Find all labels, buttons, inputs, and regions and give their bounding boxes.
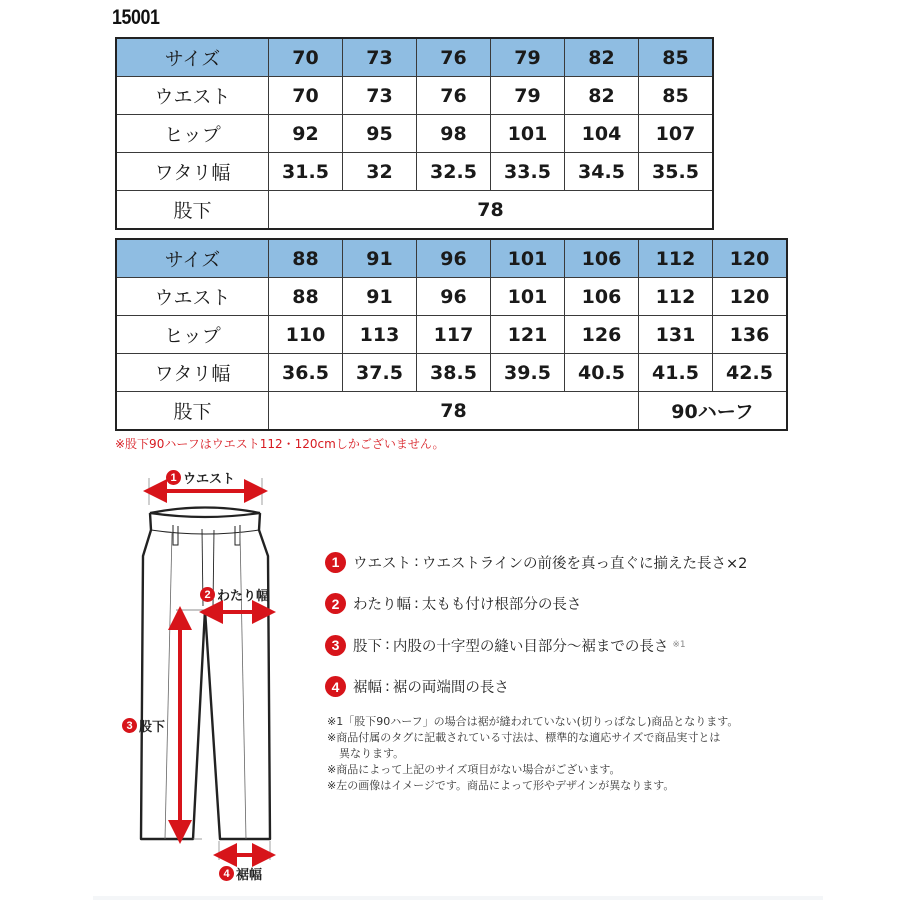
inseam-half-value: 90ハーフ	[639, 392, 788, 431]
cell: 35.5	[639, 153, 714, 191]
cell: 104	[565, 115, 639, 153]
cell: 106	[565, 278, 639, 316]
row-label: ヒップ	[116, 115, 269, 153]
cell: 113	[343, 316, 417, 354]
diagram-label-hem: 4 裾幅	[219, 864, 262, 883]
cell: 37.5	[343, 354, 417, 392]
bottom-divider	[93, 896, 823, 900]
header-size: 91	[343, 239, 417, 278]
cell: 32.5	[417, 153, 491, 191]
header-size: 73	[343, 38, 417, 77]
row-label: ヒップ	[116, 316, 269, 354]
table-footnote: ※股下90ハーフはウエスト112・120cmしかございません。	[115, 437, 445, 451]
number-badge-1-icon: 1	[325, 552, 346, 573]
cell: 42.5	[713, 354, 788, 392]
cell: 120	[713, 278, 788, 316]
number-badge-1-icon: 1	[166, 470, 181, 485]
cell: 85	[639, 77, 714, 115]
cell: 107	[639, 115, 714, 153]
cell: 41.5	[639, 354, 713, 392]
header-size: 101	[491, 239, 565, 278]
diagram-label-waist: 1 ウエスト	[166, 468, 235, 487]
row-label: 股下	[116, 191, 269, 230]
cell: 70	[269, 77, 343, 115]
header-size: 96	[417, 239, 491, 278]
cell: 101	[491, 278, 565, 316]
number-badge-2-icon: 2	[325, 593, 346, 614]
header-size: 106	[565, 239, 639, 278]
number-badge-4-icon: 4	[219, 866, 234, 881]
cell: 38.5	[417, 354, 491, 392]
cell: 136	[713, 316, 788, 354]
note-line: ※商品によって上記のサイズ項目がない場合がございます。	[327, 763, 621, 776]
header-size: 79	[491, 38, 565, 77]
cell: 91	[343, 278, 417, 316]
cell: 34.5	[565, 153, 639, 191]
header-size: 88	[269, 239, 343, 278]
note-line: ※左の画像はイメージです。商品によって形やデザインが異なります。	[327, 779, 675, 792]
header-size: 112	[639, 239, 713, 278]
cell: 131	[639, 316, 713, 354]
cell: 76	[417, 77, 491, 115]
cell: 39.5	[491, 354, 565, 392]
cell: 36.5	[269, 354, 343, 392]
pants-outline-icon	[141, 508, 270, 861]
cell: 31.5	[269, 153, 343, 191]
row-label: ワタリ幅	[116, 153, 269, 191]
row-label: ウエスト	[116, 278, 269, 316]
row-label: 股下	[116, 392, 269, 431]
cell: 92	[269, 115, 343, 153]
number-badge-3-icon: 3	[325, 635, 346, 656]
header-size: 70	[269, 38, 343, 77]
header-size: 85	[639, 38, 714, 77]
cell: 79	[491, 77, 565, 115]
cell: 88	[269, 278, 343, 316]
cell: 110	[269, 316, 343, 354]
cell: 112	[639, 278, 713, 316]
legend-item-inseam: 3 股下 : 内股の十字型の縫い目部分〜裾までの長さ ※1	[325, 635, 747, 655]
diagram-label-thigh: 2 わたり幅	[200, 585, 269, 604]
cell: 96	[417, 278, 491, 316]
legend-item-hem: 4 裾幅 : 裾の両端間の長さ	[325, 677, 747, 697]
row-label: ウエスト	[116, 77, 269, 115]
header-size: 120	[713, 239, 788, 278]
header-size: 82	[565, 38, 639, 77]
header-label: サイズ	[116, 239, 269, 278]
cell: 101	[491, 115, 565, 153]
cell: 117	[417, 316, 491, 354]
note-line: ※商品付属のタグに記載されている寸法は、標準的な適応サイズで商品実寸とは	[327, 731, 721, 744]
product-code: 15001	[112, 6, 160, 29]
header-label: サイズ	[116, 38, 269, 77]
number-badge-4-icon: 4	[325, 676, 346, 697]
cell: 98	[417, 115, 491, 153]
cell: 82	[565, 77, 639, 115]
note-line: ※1「股下90ハーフ」の場合は裾が縫われていない(切りっぱなし)商品となります。	[327, 715, 739, 728]
inseam-value: 78	[269, 191, 714, 230]
note-line: 異なります。	[339, 747, 405, 760]
cell: 121	[491, 316, 565, 354]
header-size: 76	[417, 38, 491, 77]
cell: 40.5	[565, 354, 639, 392]
cell: 33.5	[491, 153, 565, 191]
cell: 95	[343, 115, 417, 153]
number-badge-2-icon: 2	[200, 587, 215, 602]
row-label: ワタリ幅	[116, 354, 269, 392]
number-badge-3-icon: 3	[122, 718, 137, 733]
cell: 126	[565, 316, 639, 354]
measurement-legend	[325, 552, 747, 718]
diagram-label-inseam: 3 股下	[122, 716, 165, 735]
legend-item-thigh: 2 わたり幅 : 太もも付け根部分の長さ	[325, 594, 747, 614]
legend-item-waist: 1 ウエスト : ウエストラインの前後を真っ直ぐに揃えた長さ×2	[325, 552, 747, 572]
inseam-value: 78	[269, 392, 639, 431]
cell: 73	[343, 77, 417, 115]
notes-block	[327, 714, 738, 794]
cell: 32	[343, 153, 417, 191]
